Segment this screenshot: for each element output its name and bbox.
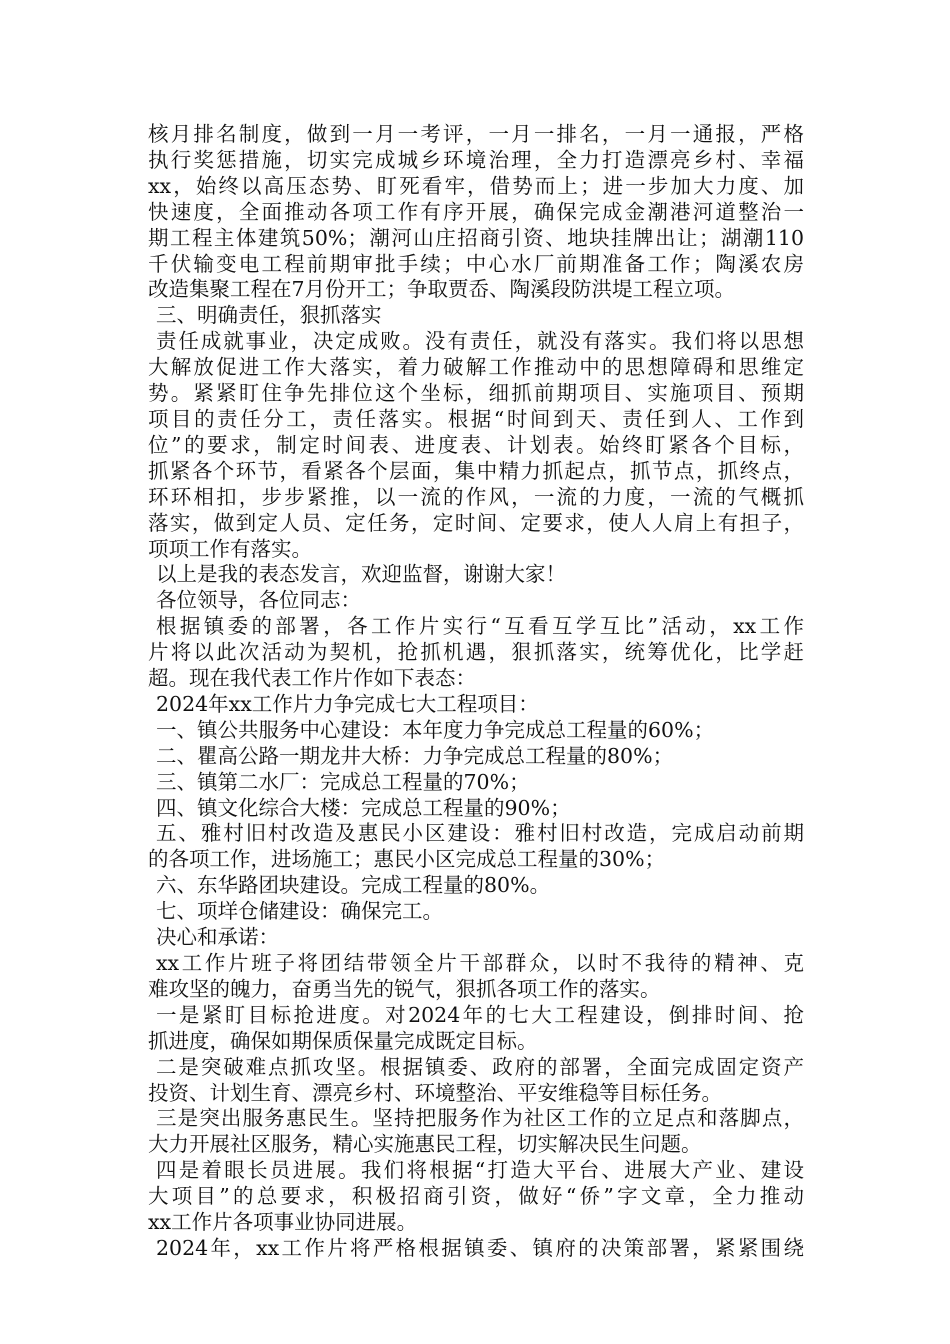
text-line: 抓紧各个环节，看紧各个层面，集中精力抓起点，抓节点，抓终点，: [148, 458, 804, 483]
text-line: 项目的责任分工，责任落实。根据“时间到天、责任到人、工作到: [148, 406, 804, 431]
text-line: 落实，做到定人员、定任务，定时间、定要求，使人人肩上有担子，: [148, 510, 804, 535]
text-line: 一是紧盯目标抢进度。对2024年的七大工程建设，倒排时间、抢: [156, 1002, 804, 1027]
text-line: 难攻坚的魄力，奋勇当先的锐气，狠抓各项工作的落实。: [148, 976, 661, 1001]
text-line: 的各项工作，进场施工；惠民小区完成总工程量的30%；: [148, 847, 666, 872]
text-line: 四是着眼长员进展。我们将根据“打造大平台、进展大产业、建设: [156, 1158, 804, 1183]
text-line: 大力开展社区服务，精心实施惠民工程，切实解决民生问题。: [148, 1132, 702, 1157]
text-line: xx工作片班子将团结带领全片干部群众，以时不我待的精神、克: [156, 951, 804, 975]
text-line: 三、镇第二水厂：完成总工程量的70%；: [156, 769, 530, 794]
text-line: 以上是我的表态发言，欢迎监督，谢谢大家！: [156, 562, 566, 587]
text-line: 大解放促进工作大落实，着力破解工作推动中的思想障碍和思维定: [148, 355, 804, 380]
text-line: 势。紧紧盯住争先排位这个坐标，细抓前期项目、实施项目、预期: [148, 381, 804, 406]
text-line: 执行奖惩措施，切实完成城乡环境治理，全力打造漂亮乡村、幸福: [148, 147, 804, 172]
text-line: 环环相扣，步步紧推，以一流的作风，一流的力度，一流的气概抓: [148, 484, 804, 509]
text-line: 三、明确责任，狠抓落实: [156, 303, 382, 328]
text-line: 三是突出服务惠民生。坚持把服务作为社区工作的立足点和落脚点，: [156, 1106, 804, 1131]
text-line: 四、镇文化综合大楼：完成总工程量的90%；: [156, 795, 571, 820]
text-line: 责任成就事业，决定成败。没有责任，就没有落实。我们将以思想: [156, 329, 804, 354]
text-line: 一、镇公共服务中心建设：本年度力争完成总工程量的60%；: [156, 717, 715, 742]
text-line: 超。现在我代表工作片作如下表态：: [148, 666, 476, 691]
text-line: 快速度，全面推动各项工作有序开展，确保完成金潮港河道整治一: [148, 199, 804, 224]
text-line: 决心和承诺：: [156, 925, 279, 950]
text-line: 各位领导，各位同志：: [156, 588, 361, 613]
text-line: 片将以此次活动为契机，抢抓机遇，狠抓落实，统筹优化，比学赶: [148, 640, 804, 665]
text-line: 抓进度，确保如期保质保量完成既定目标。: [148, 1028, 538, 1053]
text-line: 2024年xx工作片力争完成七大工程项目：: [156, 691, 539, 716]
text-line: 投资、计划生育、漂亮乡村、环境整治、平安维稳等目标任务。: [148, 1080, 722, 1105]
text-line: 改造集聚工程在7月份开工；争取贾岙、陶溪段防洪堤工程立项。: [148, 277, 736, 302]
text-line: 千伏输变电工程前期审批手续；中心水厂前期准备工作；陶溪农房: [148, 251, 804, 276]
text-line: 期工程主体建筑50%；潮河山庄招商引资、地块挂牌出让；湖潮110: [148, 225, 804, 250]
text-line: 二是突破难点抓攻坚。根据镇委、政府的部署，全面完成固定资产: [156, 1054, 804, 1079]
text-line: 项项工作有落实。: [148, 536, 312, 561]
text-line: xx工作片各项事业协同进展。: [148, 1210, 418, 1235]
document-body: [148, 122, 804, 1262]
text-line: 五、雅村旧村改造及惠民小区建设：雅村旧村改造，完成启动前期: [156, 821, 804, 846]
text-line: 六、东华路团块建设。完成工程量的80%。: [156, 873, 551, 898]
text-line: 二、瞿高公路一期龙井大桥：力争完成总工程量的80%；: [156, 743, 674, 768]
text-line: xx，始终以高压态势、盯死看牢，借势而上；进一步加大力度、加: [148, 173, 804, 198]
text-line: 位”的要求，制定时间表、进度表、计划表。始终盯紧各个目标，: [148, 432, 804, 457]
text-line: 2024年，xx工作片将严格根据镇委、镇府的决策部署，紧紧围绕: [156, 1235, 804, 1260]
text-line: 根据镇委的部署，各工作片实行“互看互学互比”活动，xx工作: [156, 614, 804, 639]
text-line: 大项目”的总要求，积极招商引资，做好“侨”字文章，全力推动: [148, 1184, 804, 1209]
text-line: 核月排名制度，做到一月一考评，一月一排名，一月一通报，严格: [148, 122, 804, 146]
text-line: 七、项垟仓储建设：确保完工。: [156, 899, 443, 924]
